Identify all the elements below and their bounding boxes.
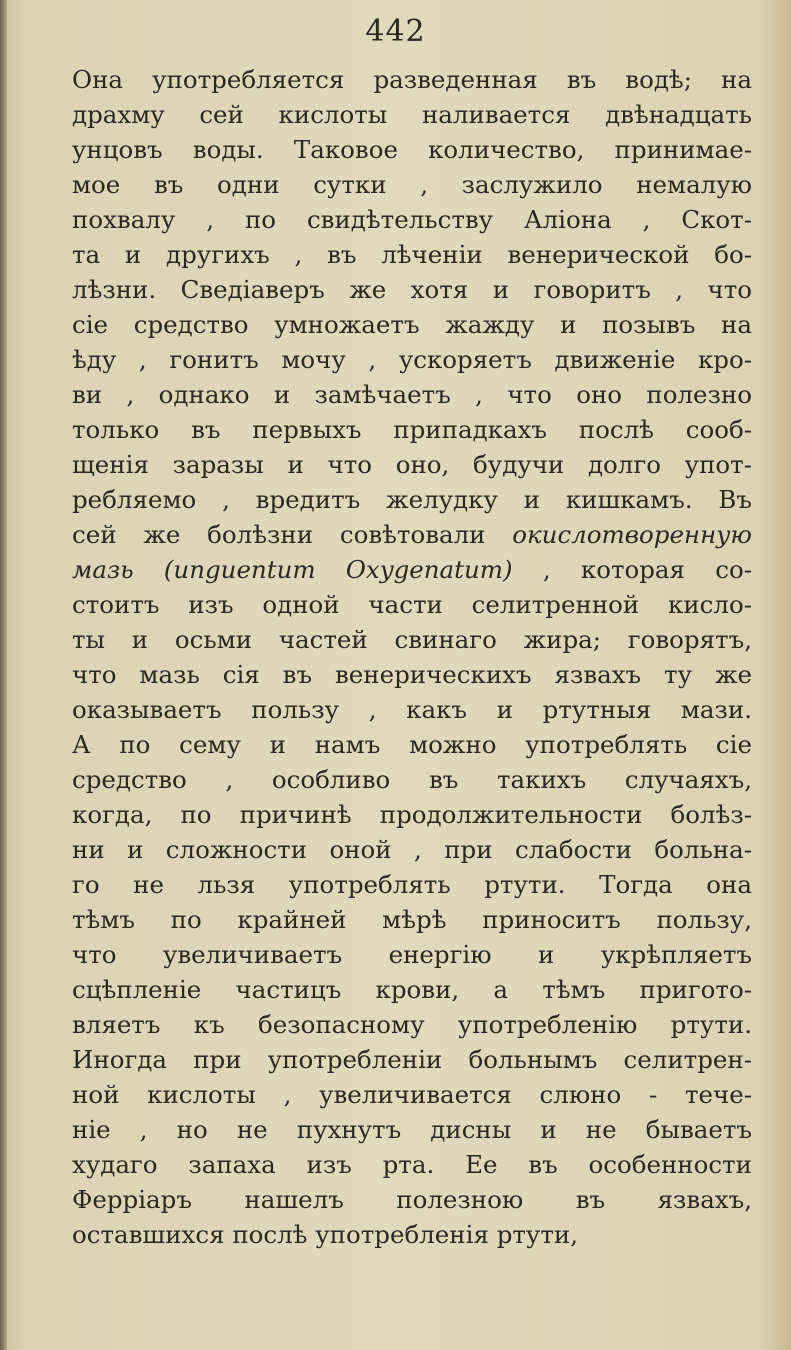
text-line: оставшихся послѣ употребленія ртути, bbox=[72, 1220, 579, 1249]
text-line: средство , особливо въ такихъ случаяхъ, bbox=[72, 765, 752, 794]
text-line: когда, по причинѣ продолжительности болѣз- bbox=[72, 800, 752, 829]
text-line: ѣду , гонитъ мочу , ускоряетъ движеніе кро- bbox=[72, 345, 752, 374]
text-line: лѣзни. Сведіаверъ же хотя и говоритъ , что bbox=[72, 275, 752, 304]
text-line: ви , однако и замѣчаетъ , что оно полезно bbox=[72, 380, 752, 409]
text-line: оказываетъ пользу , какъ и ртутныя мази. bbox=[72, 695, 752, 724]
text-line: ной кислоты , увеличивается слюно - тече- bbox=[72, 1080, 752, 1109]
text-line: что мазь сія въ венерическихъ язвахъ ту же bbox=[72, 660, 752, 689]
text-line: ни и сложности оной , при слабости больна- bbox=[72, 835, 752, 864]
text-segment: сей же болѣзни совѣтовали bbox=[72, 520, 513, 549]
body-text bbox=[72, 62, 752, 1252]
text-line: го не льзя употреблять ртути. Тогда она bbox=[72, 870, 752, 899]
text-line: унцовъ воды. Таковое количество, принимае- bbox=[72, 135, 752, 164]
text-line: щенія заразы и что оно, будучи долго упот- bbox=[72, 450, 752, 479]
text-line: тѣмъ по крайней мѣрѣ приноситъ пользу, bbox=[72, 905, 752, 934]
text-line: ты и осьми частей свинаго жира; говорятъ, bbox=[72, 625, 752, 654]
text-segment: , которая со- bbox=[512, 555, 752, 584]
text-line: сіе средство умножаетъ жажду и позывъ на bbox=[72, 310, 752, 339]
text-line: ніе , но не пухнутъ дисны и не бываетъ bbox=[72, 1115, 752, 1144]
text-line: Иногда при употребленіи больнымъ селитрен- bbox=[72, 1045, 752, 1074]
italic-term: окислотворенную bbox=[512, 520, 752, 549]
page-number: 442 bbox=[365, 14, 426, 49]
text-line: Ферріаръ нашелъ полезною въ язвахъ, bbox=[72, 1185, 752, 1214]
text-line: мое въ одни сутки , заслужило немалую bbox=[72, 170, 752, 199]
text-line: стоитъ изъ одной части селитренной кисло- bbox=[72, 590, 752, 619]
text-line: А по сему и намъ можно употреблять сіе bbox=[72, 730, 752, 759]
text-line: сцѣпленіе частицъ крови, а тѣмъ пригото- bbox=[72, 975, 752, 1004]
text-line: та и другихъ , въ лѣченіи венерической бо- bbox=[72, 240, 752, 269]
text-line: драхму сей кислоты наливается двѣнадцать bbox=[72, 100, 752, 129]
text-line: вляетъ къ безопасному употребленію ртути. bbox=[72, 1010, 752, 1039]
italic-term: мазь (unguentum Oxygenatum) bbox=[72, 555, 513, 584]
text-line: ребляемо , вредитъ желудку и кишкамъ. Въ bbox=[72, 485, 752, 514]
text-line: что увеличиваетъ енергію и укрѣпляетъ bbox=[72, 940, 752, 969]
text-line: только въ первыхъ припадкахъ послѣ сооб- bbox=[72, 415, 752, 444]
text-line: похвалу , по свидѣтельству Аліона , Скот- bbox=[72, 205, 752, 234]
text-line bbox=[72, 552, 752, 587]
text-line bbox=[72, 517, 752, 552]
text-line: Она употребляется разведенная въ водѣ; на bbox=[72, 65, 752, 94]
text-line: худаго запаха изъ рта. Ее въ особенности bbox=[72, 1150, 752, 1179]
